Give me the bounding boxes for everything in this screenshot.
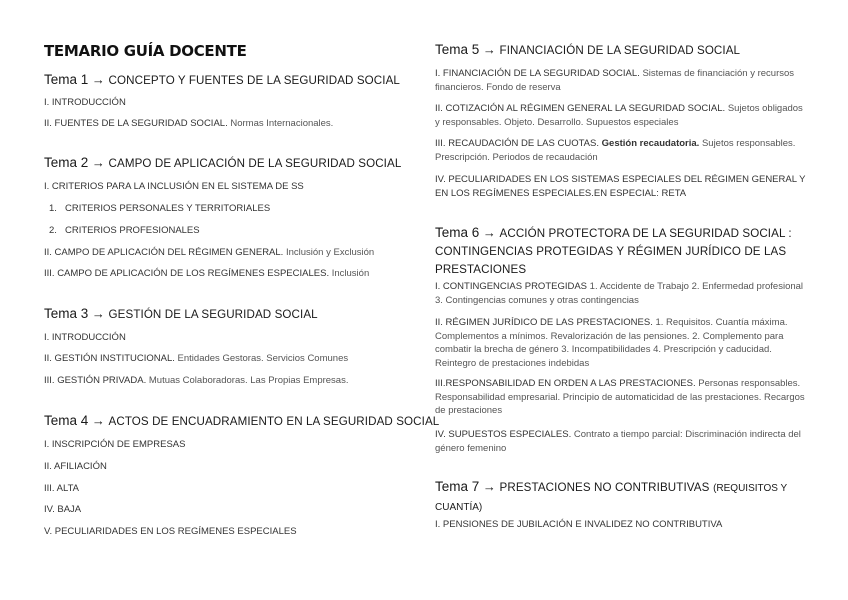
list-item: [44, 202, 270, 216]
tema-7-subtitle: (REQUISITOS Y CUANTÍA): [435, 483, 787, 513]
item-description: Sistemas de financiación y recursos financieros. Fondo de reserva: [435, 68, 795, 93]
list-item: [44, 224, 200, 238]
item-label: IV. BAJA: [44, 504, 82, 515]
tema-5-name: FINANCIACIÓN DE LA SEGURIDAD SOCIAL: [499, 44, 741, 57]
page-title: TEMARIO GUÍA DOCENTE: [44, 42, 247, 60]
item-description: Entidades Gestoras. Servicios Comunes: [177, 353, 349, 364]
tema-6-number: Tema 6: [435, 225, 480, 240]
arrow-icon: →: [91, 155, 105, 170]
list-item: [44, 352, 348, 366]
list-item: [44, 180, 304, 194]
item-emphasis: Gestión recaudatoria.: [601, 138, 700, 149]
tema-2-number: Tema 2: [44, 155, 89, 170]
tema-4-number: Tema 4: [44, 413, 89, 428]
tema-3-number: Tema 3: [44, 306, 89, 321]
item-description: Mutuas Colaboradoras. Las Propias Empresas.: [148, 375, 349, 386]
tema-7-heading: [435, 478, 815, 516]
item-label: I. CONTINGENCIAS PROTEGIDAS: [435, 281, 588, 292]
list-item: [435, 518, 722, 532]
tema-3-heading: [44, 305, 318, 323]
item-label: II. CAMPO DE APLICACIÓN DEL RÉGIMEN GENERAL.: [44, 247, 284, 258]
tema-2-heading: [44, 154, 401, 172]
arrow-icon: →: [91, 413, 105, 428]
item-label: V. PECULIARIDADES EN LOS REGÍMENES ESPECIALES: [44, 526, 297, 537]
item-description: 1. Requisitos. Cuantía máxima. Complementos a mínimos. Revalorización de las pensiones. 2. Complemento para combatir la brecha de género 3. Incompatibilidades 4. Prescripción y caducidad. Reintegro de prestaciones indebidas: [435, 317, 788, 369]
item-label: CRITERIOS PROFESIONALES: [65, 225, 200, 236]
list-item: [435, 316, 810, 370]
item-label: IV. SUPUESTOS ESPECIALES.: [435, 429, 572, 440]
tema-5-heading: [435, 41, 740, 59]
tema-1-heading: [44, 71, 400, 89]
tema-7-number: Tema 7: [435, 479, 480, 494]
item-label: II. AFILIACIÓN: [44, 461, 107, 472]
item-description: 1. Accidente de Trabajo 2. Enfermedad profesional 3. Contingencias comunes y otras contingencias: [435, 281, 804, 306]
item-label: III. ALTA: [44, 483, 80, 494]
list-item: [44, 96, 126, 110]
list-item: [435, 173, 810, 200]
list-item: [44, 460, 107, 474]
item-label: II. GESTIÓN INSTITUCIONAL.: [44, 353, 175, 364]
item-label: I. CRITERIOS PARA LA INCLUSIÓN EN EL SISTEMA DE SS: [44, 181, 304, 192]
tema-6-heading: [435, 224, 820, 278]
arrow-icon: →: [482, 479, 496, 494]
item-description: Contrato a tiempo parcial: Discriminación indirecta del género femenino: [435, 429, 801, 454]
item-description: Inclusión: [331, 268, 370, 279]
arrow-icon: →: [91, 72, 105, 87]
item-label: II. RÉGIMEN JURÍDICO DE LAS PRESTACIONES.: [435, 317, 653, 328]
item-label: CRITERIOS PERSONALES Y TERRITORIALES: [65, 203, 271, 214]
list-item: [44, 267, 369, 281]
arrow-icon: →: [482, 225, 496, 240]
tema-1-name: CONCEPTO Y FUENTES DE LA SEGURIDAD SOCIAL: [108, 74, 400, 87]
item-label: I. INTRODUCCIÓN: [44, 97, 126, 108]
item-label: III. CAMPO DE APLICACIÓN DE LOS REGÍMENES ESPECIALES.: [44, 268, 330, 279]
list-item: [435, 377, 810, 418]
item-label: I. INTRODUCCIÓN: [44, 332, 126, 343]
list-item: [44, 503, 81, 517]
arrow-icon: →: [482, 42, 496, 57]
list-item: [44, 438, 185, 452]
tema-4-name: ACTOS DE ENCUADRAMIENTO EN LA SEGURIDAD SOCIAL: [108, 415, 440, 428]
list-item: [435, 428, 810, 455]
arrow-icon: →: [91, 306, 105, 321]
list-item: [435, 102, 810, 129]
tema-5-number: Tema 5: [435, 42, 480, 57]
tema-7-name: PRESTACIONES NO CONTRIBUTIVAS: [499, 481, 710, 494]
list-item: [44, 482, 79, 496]
item-label: I. FINANCIACIÓN DE LA SEGURIDAD SOCIAL.: [435, 68, 640, 79]
item-label: III.RESPONSABILIDAD EN ORDEN A LAS PRESTACIONES.: [435, 378, 696, 389]
item-description: Normas Internacionales.: [230, 118, 334, 129]
item-description: Sujetos responsables. Prescripción. Periodos de recaudación: [435, 138, 796, 163]
tema-6-name: ACCIÓN PROTECTORA DE LA SEGURIDAD SOCIAL : CONTINGENCIAS PROTEGIDAS Y RÉGIMEN JURÍDICO DE LAS PRESTACIONES: [435, 227, 792, 276]
item-label: II. COTIZACIÓN AL RÉGIMEN GENERAL LA SEGURIDAD SOCIAL.: [435, 103, 726, 114]
tema-2-name: CAMPO DE APLICACIÓN DE LA SEGURIDAD SOCIAL: [108, 157, 402, 170]
list-item: [44, 331, 126, 345]
item-description: Inclusión y Exclusión: [285, 247, 375, 258]
tema-3-name: GESTIÓN DE LA SEGURIDAD SOCIAL: [108, 308, 318, 321]
item-label: IV. PECULIARIDADES EN LOS SISTEMAS ESPECIALES DEL RÉGIMEN GENERAL Y EN LOS REGÍMENES ESPECIALES.EN ESPECIAL: RETA: [435, 174, 806, 199]
list-item: [44, 525, 297, 539]
list-item: [44, 246, 374, 260]
list-item: [435, 280, 810, 307]
list-item: [44, 374, 348, 388]
item-number: 1.: [49, 203, 57, 214]
list-item: [435, 67, 810, 94]
item-label: II. FUENTES DE LA SEGURIDAD SOCIAL.: [44, 118, 228, 129]
tema-4-heading: [44, 412, 439, 430]
tema-1-number: Tema 1: [44, 72, 89, 87]
item-description: Personas responsables. Responsabilidad empresarial. Principio de automaticidad de las prestaciones. Recargos de prestaciones: [435, 378, 805, 416]
item-label: III. RECAUDACIÓN DE LAS CUOTAS.: [435, 138, 599, 149]
item-description: Sujetos obligados y responsables. Objeto. Desarrollo. Supuestos especiales: [435, 103, 803, 128]
list-item: [44, 117, 333, 131]
item-label: III. GESTIÓN PRIVADA.: [44, 375, 147, 386]
item-label: I. INSCRIPCIÓN DE EMPRESAS: [44, 439, 186, 450]
item-label: I. PENSIONES DE JUBILACIÓN E INVALIDEZ NO CONTRIBUTIVA: [435, 519, 723, 530]
item-number: 2.: [49, 225, 57, 236]
list-item: [435, 137, 810, 164]
